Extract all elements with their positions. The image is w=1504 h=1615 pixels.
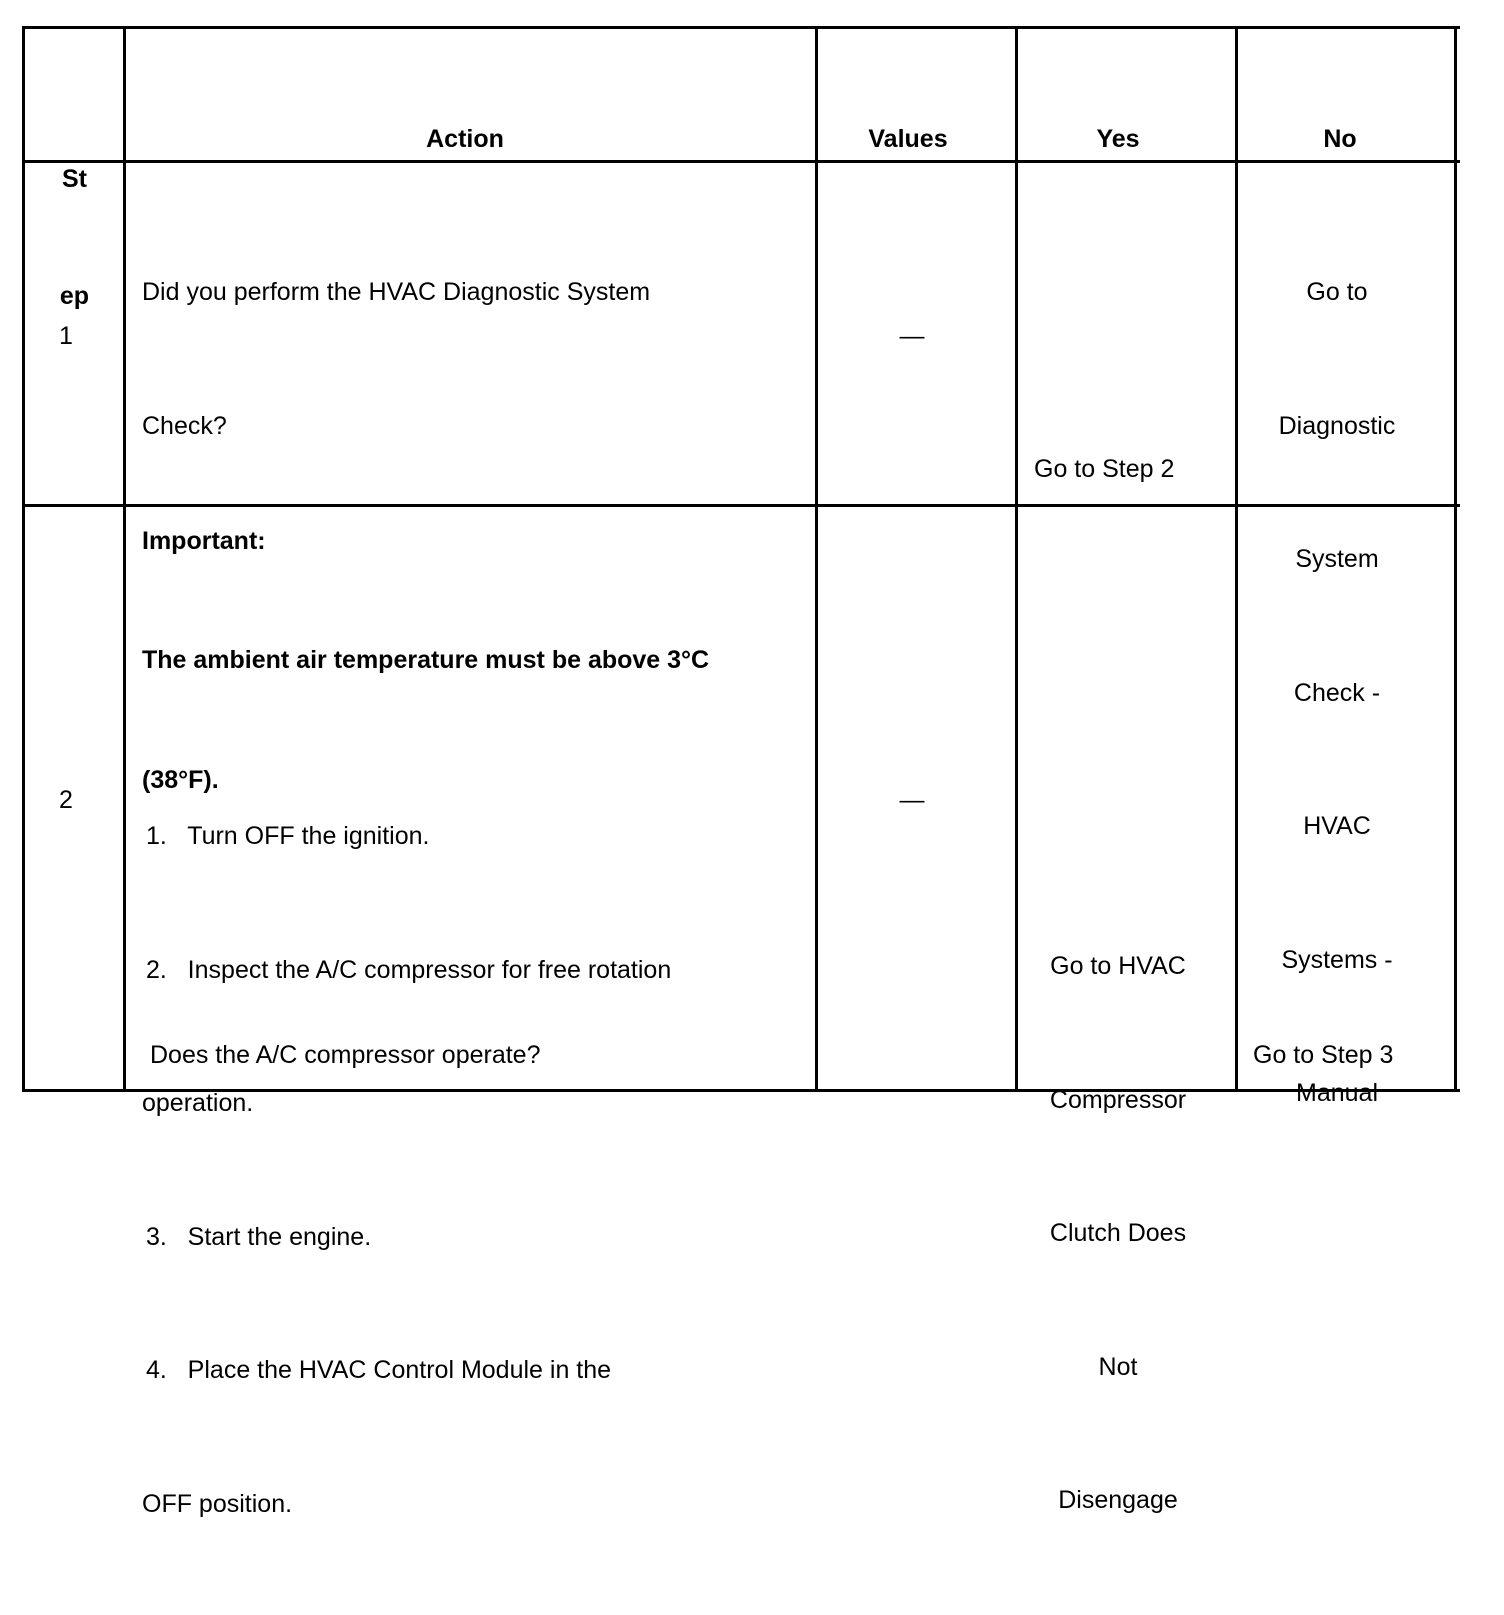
header-divider: [22, 160, 1460, 163]
table-border-right: [1454, 26, 1457, 1092]
row-1-action-line-1: Did you perform the HVAC Diagnostic System: [142, 278, 651, 306]
row-2-step: 2: [59, 786, 73, 814]
row-1-no-line-1: Go to: [1306, 278, 1368, 306]
header-no: No: [1323, 125, 1357, 153]
procedure-step-2-continued: operation.: [142, 1089, 254, 1117]
row-2-yes-line-1: Go to HVAC: [1050, 952, 1186, 980]
procedure-step-4: 4. Place the HVAC Control Module in the: [146, 1356, 612, 1384]
row-2-no: Go to Step 3: [1253, 1041, 1394, 1069]
row-1-no-line-3: System: [1295, 545, 1379, 573]
row-1-no-line-6: Systems -: [1281, 945, 1393, 974]
row-2-important-line-1: The ambient air temperature must be above 3°C: [142, 646, 710, 674]
row-1-step: 1: [59, 322, 73, 350]
column-divider-action-values: [815, 26, 818, 1092]
procedure-step-4-continued: OFF position.: [142, 1489, 293, 1518]
row-2-procedure: [142, 725, 671, 1615]
header-step-line-2: ep: [59, 282, 90, 310]
row-1-action-line-2: Check?: [142, 411, 227, 440]
procedure-step-1: 1. Turn OFF the ignition.: [146, 822, 430, 850]
row-2-important-line-2: (38°F).: [142, 766, 219, 794]
row-2-yes-line-2: Compressor: [1049, 1085, 1187, 1114]
table-border-left: [22, 26, 25, 1092]
row-2-yes-line-4: Not: [1098, 1352, 1138, 1381]
row-2-question: Does the A/C compressor operate?: [150, 1041, 541, 1069]
header-yes: Yes: [1096, 125, 1140, 153]
row-2-yes-line-5: Disengage: [1058, 1486, 1178, 1514]
row-2-yes: [1018, 855, 1218, 1612]
procedure-step-2: 2. Inspect the A/C compressor for free rotation: [146, 955, 672, 984]
procedure-step-3: 3. Start the engine.: [146, 1222, 372, 1251]
row-1-no-line-4: Check -: [1293, 678, 1381, 707]
header-values: Values: [868, 125, 948, 153]
row-1-yes: Go to Step 2: [1034, 455, 1175, 483]
row-1-no-line-2: Diagnostic: [1278, 411, 1396, 440]
row-1-no-line-5: HVAC: [1303, 812, 1371, 840]
row-2-yes-line-3: Clutch Does: [1049, 1219, 1187, 1247]
header-step-line-1: St: [62, 165, 87, 193]
row-2-value: —: [899, 786, 925, 814]
table-border-top: [22, 26, 1460, 29]
row-1-no-line-7: Manual: [1296, 1079, 1378, 1107]
row-2-important-label: Important:: [142, 527, 266, 555]
column-divider-step-action: [123, 26, 126, 1092]
header-action: Action: [426, 125, 504, 153]
row-1-action: [142, 181, 650, 537]
row-1-value: —: [899, 322, 925, 350]
